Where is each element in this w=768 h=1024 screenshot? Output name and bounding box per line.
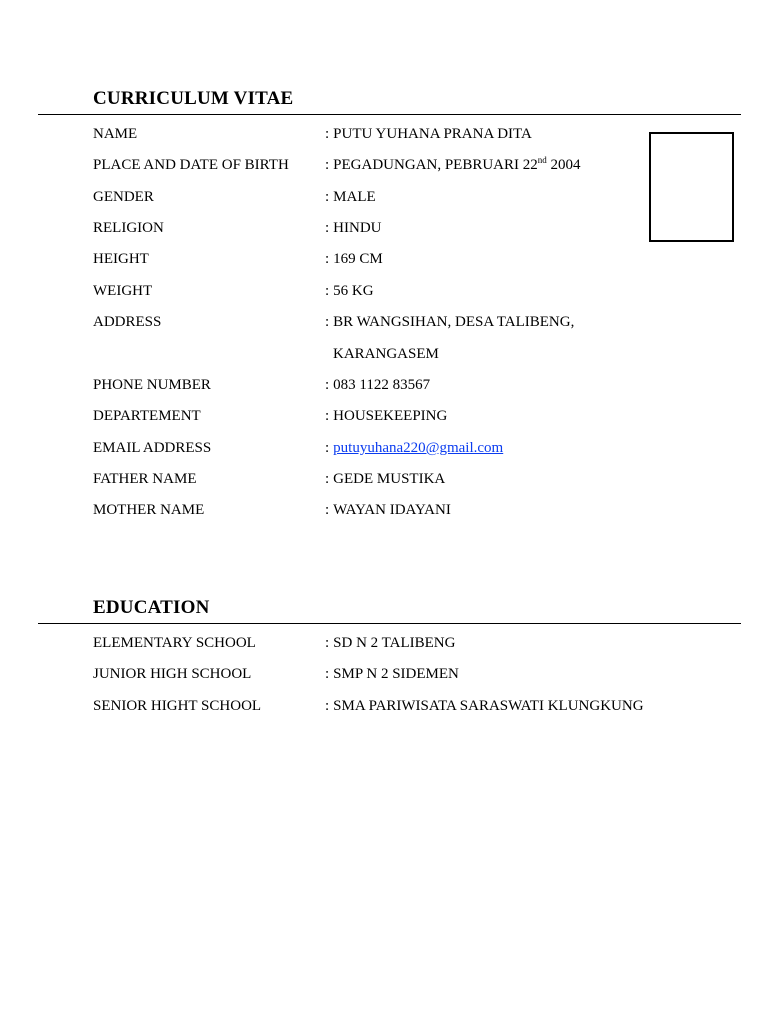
field-value: : BR WANGSIHAN, DESA TALIBENG, [325,314,575,330]
field-label: GENDER [93,189,154,205]
field-address-continued [0,344,768,364]
field-value: : HINDU [325,220,382,236]
field-value: : PEGADUNGAN, PEBRUARI 22nd 2004 [325,155,581,173]
email-link[interactable]: putuyuhana220@gmail.com [333,440,504,456]
field-phone [0,375,768,395]
field-label: ADDRESS [93,314,162,330]
education-row [0,696,768,716]
education-school: : SD N 2 TALIBENG [325,635,456,651]
field-value: : WAYAN IDAYANI [325,502,451,518]
field-value: : PUTU YUHANA PRANA DITA [325,126,532,142]
field-address [0,312,768,332]
field-name [0,124,768,144]
education-title-rule [38,623,741,624]
field-label: WEIGHT [93,283,153,299]
field-value: : 56 KG [325,283,374,299]
field-label: DEPARTEMENT [93,408,201,424]
education-row [0,633,768,653]
field-label: FATHER NAME [93,471,197,487]
field-email [0,438,768,458]
field-height [0,249,768,269]
education-level: ELEMENTARY SCHOOL [93,635,256,651]
education-title: EDUCATION [93,597,210,618]
field-value: : GEDE MUSTIKA [325,471,446,487]
field-label: NAME [93,126,138,142]
field-label: PHONE NUMBER [93,377,211,393]
field-gender [0,187,768,207]
education-level: SENIOR HIGHT SCHOOL [93,698,262,714]
cv-title-rule [38,114,741,115]
field-father-name [0,469,768,489]
field-label: EMAIL ADDRESS [93,440,212,456]
field-value: : putuyuhana220@gmail.com [325,440,504,456]
field-label: HEIGHT [93,251,149,267]
education-school: : SMA PARIWISATA SARASWATI KLUNGKUNG [325,698,644,714]
education-school: : SMP N 2 SIDEMEN [325,666,459,682]
field-religion [0,218,768,238]
field-value: : 169 CM [325,251,383,267]
field-department [0,406,768,426]
education-row [0,664,768,684]
field-weight [0,281,768,301]
education-level: JUNIOR HIGH SCHOOL [93,666,252,682]
field-mother-name [0,500,768,520]
field-birth [0,155,768,175]
field-label: RELIGION [93,220,164,236]
field-value-continued: KARANGASEM [333,346,439,362]
field-value: : 083 1122 83567 [325,377,431,393]
field-value: : MALE [325,189,376,205]
cv-title: CURRICULUM VITAE [93,88,294,109]
field-label: MOTHER NAME [93,502,205,518]
field-label: PLACE AND DATE OF BIRTH [93,157,289,173]
field-value: : HOUSEKEEPING [325,408,448,424]
